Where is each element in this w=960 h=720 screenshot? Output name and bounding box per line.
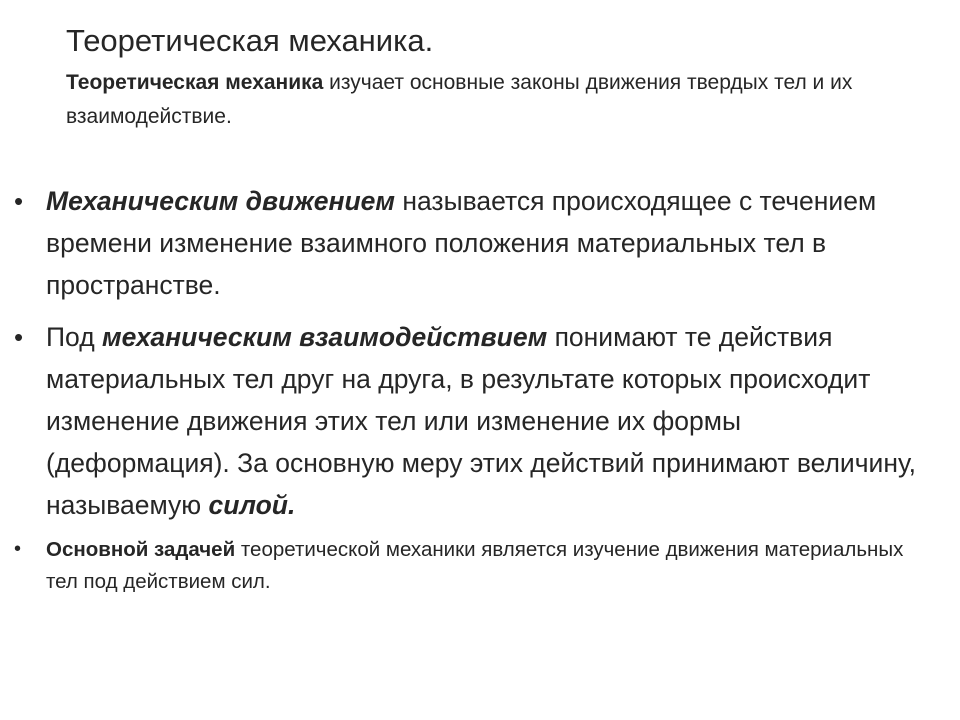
bullet-item-mechanical-interaction (0, 316, 960, 526)
bullet-list (0, 180, 960, 598)
bullet-icon: • (14, 538, 22, 560)
slide-subtitle (66, 66, 926, 134)
term-mechanical-interaction: механическим взаимодействием (102, 322, 548, 352)
subtitle-rest: изучает основные законы движения твердых тел и их взаимодействие. (66, 71, 853, 128)
title-block (66, 20, 926, 134)
term-mechanical-motion: Механическим движением (46, 186, 395, 216)
bullet-item-mechanical-motion (0, 180, 960, 306)
bullet-text-prefix: Под (46, 322, 103, 352)
term-force: силой. (208, 490, 296, 520)
subtitle-bold: Теоретическая механика (66, 71, 324, 94)
bullet-item-main-task (0, 534, 960, 598)
slide-title: Теоретическая механика. (66, 23, 434, 58)
bullet-text: теоретической механики является изучение движения материальных тел под действием сил. (46, 538, 904, 593)
bullet-text: понимают те действия материальных тел друг на друга, в результате которых происходит изменение движения этих тел или изменение их формы (деформация). За основную меру этих действий принимают величину, называемую (46, 322, 916, 520)
bullet-text: называется происходящее с течением времени изменение взаимного положения материальных тел в пространстве. (46, 186, 877, 300)
bullet-icon: • (14, 186, 24, 216)
term-main-task: Основной задачей (46, 538, 236, 561)
bullet-icon: • (14, 322, 24, 352)
